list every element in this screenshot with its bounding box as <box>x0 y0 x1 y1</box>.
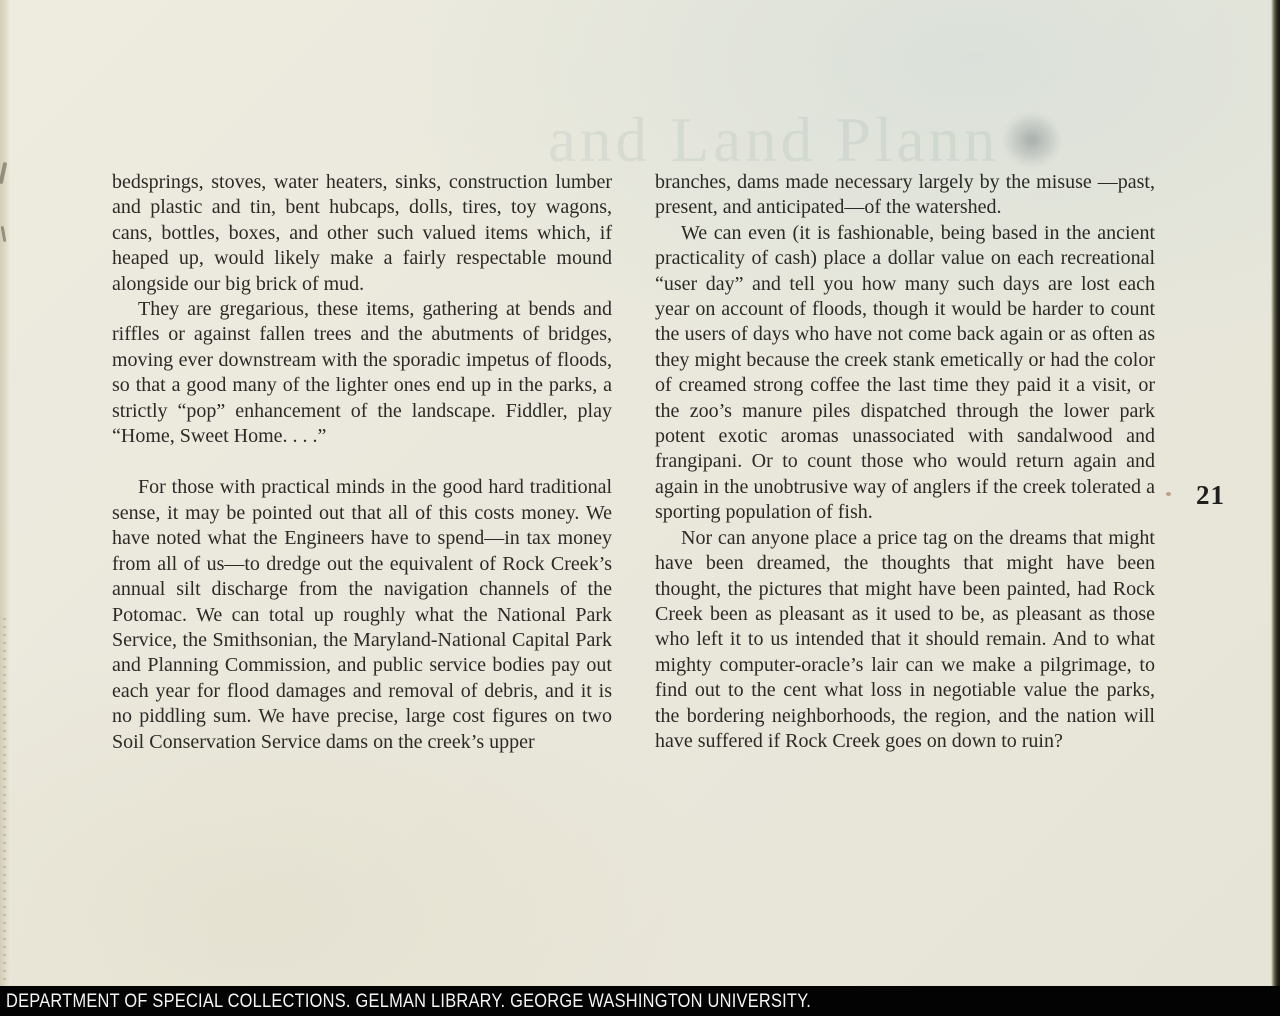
text-columns <box>112 170 1155 755</box>
paragraph: We can even (it is fashionable, being based in the ancient practicality of cash) place a dollar value on each recreational “user day” and tell you how many such days are lost each year on account of floods, though it would be harder to count the users of days who have not come back again or as often as they might because the creek stank emetically or had the color of creamed strong coffee the last time they paid it a visit, or the zoo’s manure piles dispatched through the lower park potent exotic aromas unassociated with sandalwood and frangipani. Or to count those who would return again and again in the unobtrusive way of anglers if the creek tolerated a sporting population of fish. <box>655 221 1155 524</box>
paragraph: For those with practical minds in the good hard traditional sense, it may be pointed out that all of this costs money. We have noted what the Engineers have to spend—in tax money from all of us—to dredge out the equivalent of Rock Creek’s annual silt discharge from the navigation channels of the Potomac. We can total up roughly what the National Park Service, the Smithsonian, the Maryland-National Capital Park and Planning Commission, and public service bodies pay out each year for flood damages and removal of debris, and it is no piddling sum. We have precise, large cost figures on two Soil Conservation Service dams on the creek’s upper <box>112 476 612 753</box>
page-right-edge <box>1271 0 1280 986</box>
left-column <box>112 170 612 755</box>
paragraph: Nor can anyone place a price tag on the dreams that might have been dreamed, the thoughts that might have been thought, the pictures that might have been painted, had Rock Creek been as pleasant as it used to be, as pleasant as those who left it to us intended that it should remain. And to what mighty computer-oracle’s lair can we make a pilgrimage, to find out to the cent what loss in negotiable value the parks, the bordering neighborhoods, the region, and the nation will have suffered if Rock Creek goes on down to ruin? <box>655 526 1155 752</box>
ink-smudge <box>1002 112 1062 168</box>
page-number: 21 <box>1196 480 1225 510</box>
archive-credit-banner <box>0 986 1280 1016</box>
paper-speck <box>1166 492 1171 496</box>
margin-marks <box>3 618 6 982</box>
bleed-through-heading: and Land Plann <box>548 105 1000 175</box>
archive-credit-label: DEPARTMENT OF SPECIAL COLLECTIONS. GELMAN LIBRARY. GEORGE WASHINGTON UNIVERSITY. <box>6 989 812 1012</box>
right-column <box>655 170 1155 755</box>
paragraph: bedsprings, stoves, water heaters, sinks, construction lumber and plastic and tin, bent hubcaps, dolls, tires, toy wagons, cans, bottles, boxes, and other such valued items which, if heaped up, would likely make a fairly respectable mound alongside our big brick of mud. <box>112 171 612 295</box>
paragraph: branches, dams made necessary largely by the misuse —past, present, and anticipated—of the watershed. <box>655 171 1155 219</box>
paragraph: They are gregarious, these items, gathering at bends and riffles or against fallen trees and the abutments of bridges, moving ever downstream with the sporadic impetus of floods, so that a good many of the lighter ones end up in the parks, a strictly “pop” enhancement of the landscape. Fiddler, play “Home, Sweet Home. . . .” <box>112 298 612 448</box>
